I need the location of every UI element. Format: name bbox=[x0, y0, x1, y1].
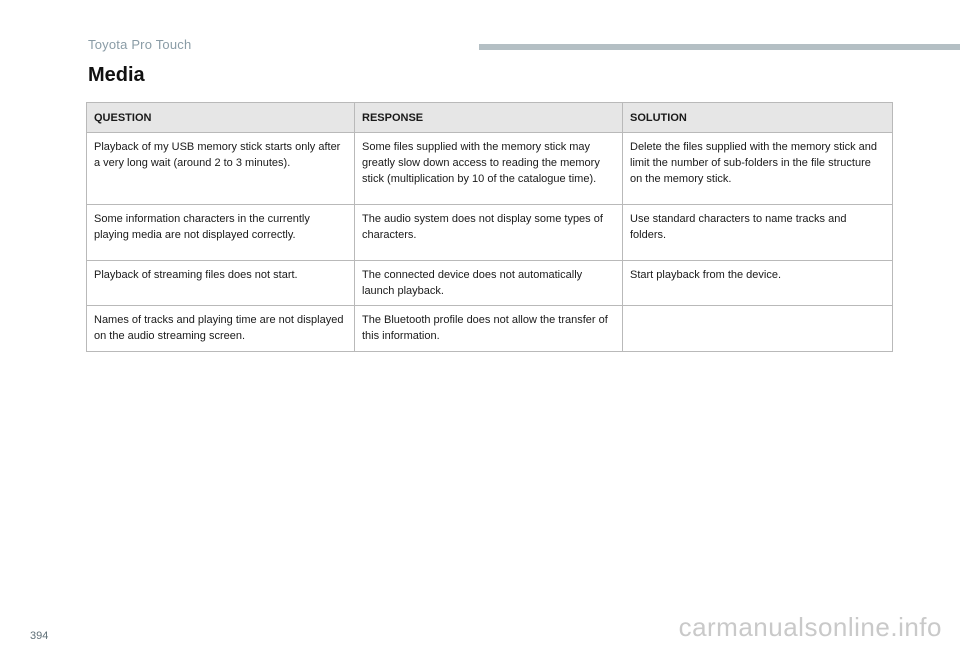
solution-cell: Start playback from the device. bbox=[623, 261, 893, 306]
column-header-response: RESPONSE bbox=[355, 103, 623, 133]
watermark: carmanualsonline.info bbox=[678, 612, 942, 642]
table-row bbox=[87, 205, 893, 261]
response-cell: Some files supplied with the memory stick may greatly slow down access to reading the memory stick (multiplication by 10 of the catalogue time). bbox=[355, 133, 623, 205]
running-header-title: Toyota Pro Touch bbox=[88, 37, 192, 52]
page-title: Media bbox=[88, 64, 145, 86]
response-cell: The audio system does not display some types of characters. bbox=[355, 205, 623, 261]
solution-cell bbox=[623, 306, 893, 352]
question-cell: Playback of streaming files does not start. bbox=[87, 261, 355, 306]
table-row bbox=[87, 261, 893, 306]
table-row bbox=[87, 133, 893, 205]
troubleshooting-table bbox=[86, 102, 893, 352]
table-header-row bbox=[87, 103, 893, 133]
page-number: 394 bbox=[30, 630, 49, 642]
question-cell: Names of tracks and playing time are not displayed on the audio streaming screen. bbox=[87, 306, 355, 352]
column-header-question: QUESTION bbox=[87, 103, 355, 133]
question-cell: Playback of my USB memory stick starts only after a very long wait (around 2 to 3 minutes). bbox=[87, 133, 355, 205]
response-cell: The connected device does not automatically launch playback. bbox=[355, 261, 623, 306]
solution-cell: Delete the files supplied with the memory stick and limit the number of sub-folders in the file structure on the memory stick. bbox=[623, 133, 893, 205]
column-header-solution: SOLUTION bbox=[623, 103, 893, 133]
solution-cell: Use standard characters to name tracks and folders. bbox=[623, 205, 893, 261]
response-cell: The Bluetooth profile does not allow the transfer of this information. bbox=[355, 306, 623, 352]
table-row bbox=[87, 306, 893, 352]
question-cell: Some information characters in the currently playing media are not displayed correctly. bbox=[87, 205, 355, 261]
header-divider-bar bbox=[479, 44, 960, 50]
